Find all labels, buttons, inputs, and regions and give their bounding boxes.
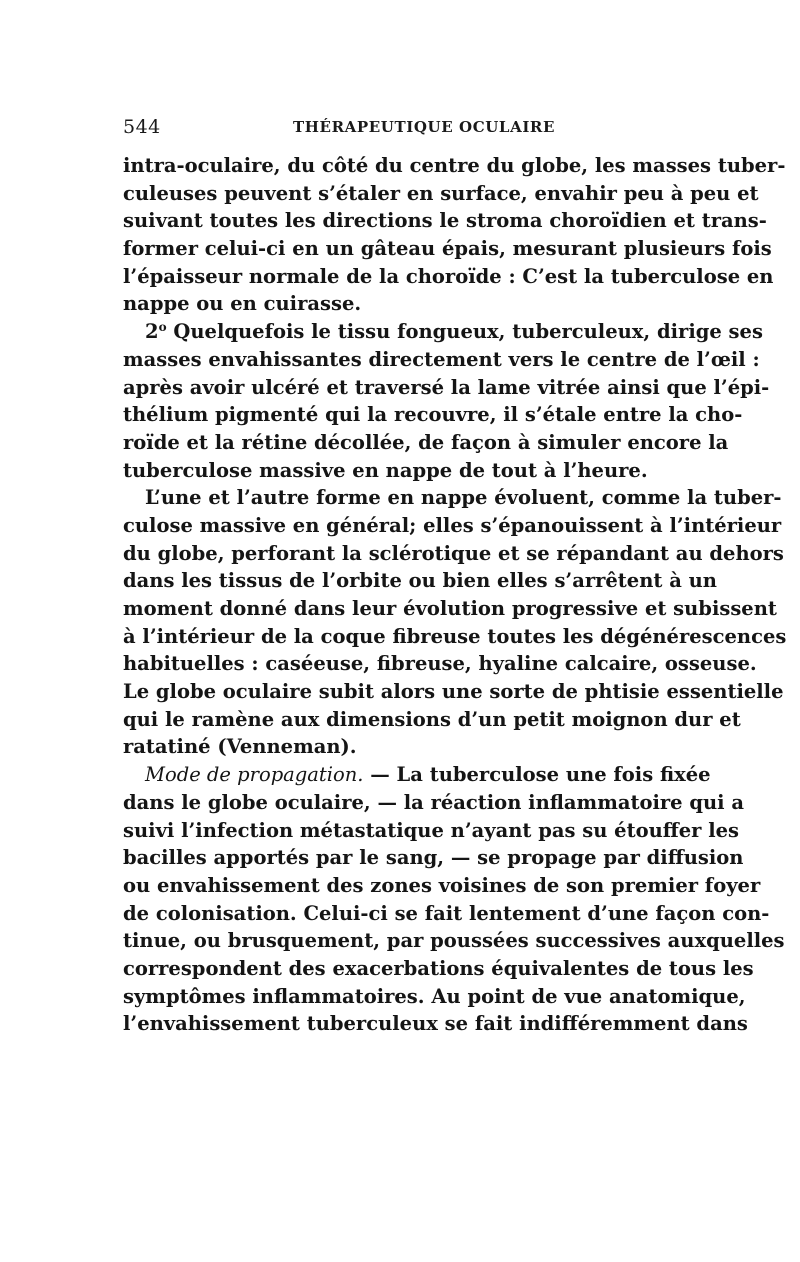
text-line: ratatiné (Venneman).: [123, 735, 357, 759]
paragraph-1: [123, 152, 786, 318]
text-line: tinue, ou brusquement, par poussées successives auxquelles: [123, 929, 785, 953]
text-line: tuberculose massive en nappe de tout à l’heure.: [123, 458, 648, 482]
text-line: dans les tissus de l’orbite ou bien elles s’arrêtent à un: [123, 569, 717, 593]
text-line: de colonisation. Celui-ci se fait lentement d’une façon con-: [123, 901, 770, 925]
text-line: nappe ou en cuirasse.: [123, 292, 362, 316]
running-title: THÉRAPEUTIQUE OCULAIRE: [293, 118, 556, 136]
text-line: l’envahissement tuberculeux se fait indifféremment dans: [123, 1012, 748, 1036]
section-lead-italic: Mode de propagation.: [145, 763, 364, 787]
text-line: moment donné dans leur évolution progressive et subissent: [123, 597, 777, 620]
text-line: roïde et la rétine décollée, de façon à simuler encore la: [123, 430, 729, 454]
text-line: correspondent des exacerbations équivalentes de tous les: [123, 956, 754, 980]
text-line: bacilles apportés par le sang, — se propage par diffusion: [123, 846, 744, 870]
text-line: [123, 318, 763, 346]
paragraph-3: [123, 484, 787, 761]
text-line: symptômes inflammatoires. Au point de vue anatomique,: [123, 984, 746, 1008]
paragraph-4: [123, 761, 785, 1038]
line-text: Quelquefois le tissu fongueux, tuberculeux, dirige ses: [166, 320, 763, 344]
text-line: suivant toutes les directions le stroma choroïdien et trans-: [123, 209, 767, 233]
text-line: [123, 761, 711, 789]
text-line: à l’intérieur de la coque fibreuse toutes les dégénérescences: [123, 624, 787, 648]
text-line: masses envahissantes directement vers le centre de l’œil :: [123, 347, 760, 371]
text-line: L’une et l’autre forme en nappe évoluent, comme la tuber-: [145, 486, 782, 510]
text-line: former celui-ci en un gâteau épais, mesurant plusieurs fois: [123, 237, 772, 261]
text-line: Le globe oculaire subit alors une sorte de phtisie essentielle: [123, 680, 784, 704]
running-header: [123, 116, 672, 140]
text-line: du globe, perforant la sclérotique et se répandant au dehors: [123, 541, 784, 565]
ordinal-superscript: o: [158, 320, 167, 335]
text-line: après avoir ulcéré et traversé la lame vitrée ainsi que l’épi-: [123, 375, 770, 399]
text-line: thélium pigmenté qui la recouvre, il s’étale entre la cho-: [123, 403, 743, 427]
page-number: 544: [123, 116, 161, 138]
text-line: suivi l’infection métastatique n’ayant pas su étouffer les: [123, 818, 740, 842]
text-line: intra-oculaire, du côté du centre du globe, les masses tuber-: [123, 154, 786, 177]
line-text: — La tuberculose une fois fixée: [363, 763, 711, 787]
text-line: habituelles : caséeuse, fibreuse, hyaline calcaire, osseuse.: [123, 652, 757, 676]
text-line: l’épaisseur normale de la choroïde : C’est la tuberculose en: [123, 264, 774, 288]
text-line: dans le globe oculaire, — la réaction inflammatoire qui a: [123, 790, 744, 814]
text-line: qui le ramène aux dimensions d’un petit moignon dur et: [123, 707, 741, 731]
text-line: culeuses peuvent s’étaler en surface, envahir peu à peu et: [123, 181, 759, 205]
text-line: culose massive en général; elles s’épanouissent à l’intérieur: [123, 513, 782, 537]
list-numeral: 2: [145, 320, 159, 344]
text-line: ou envahissement des zones voisines de son premier foyer: [123, 873, 761, 897]
paragraph-2: [123, 318, 770, 484]
body-text: [123, 152, 787, 1038]
